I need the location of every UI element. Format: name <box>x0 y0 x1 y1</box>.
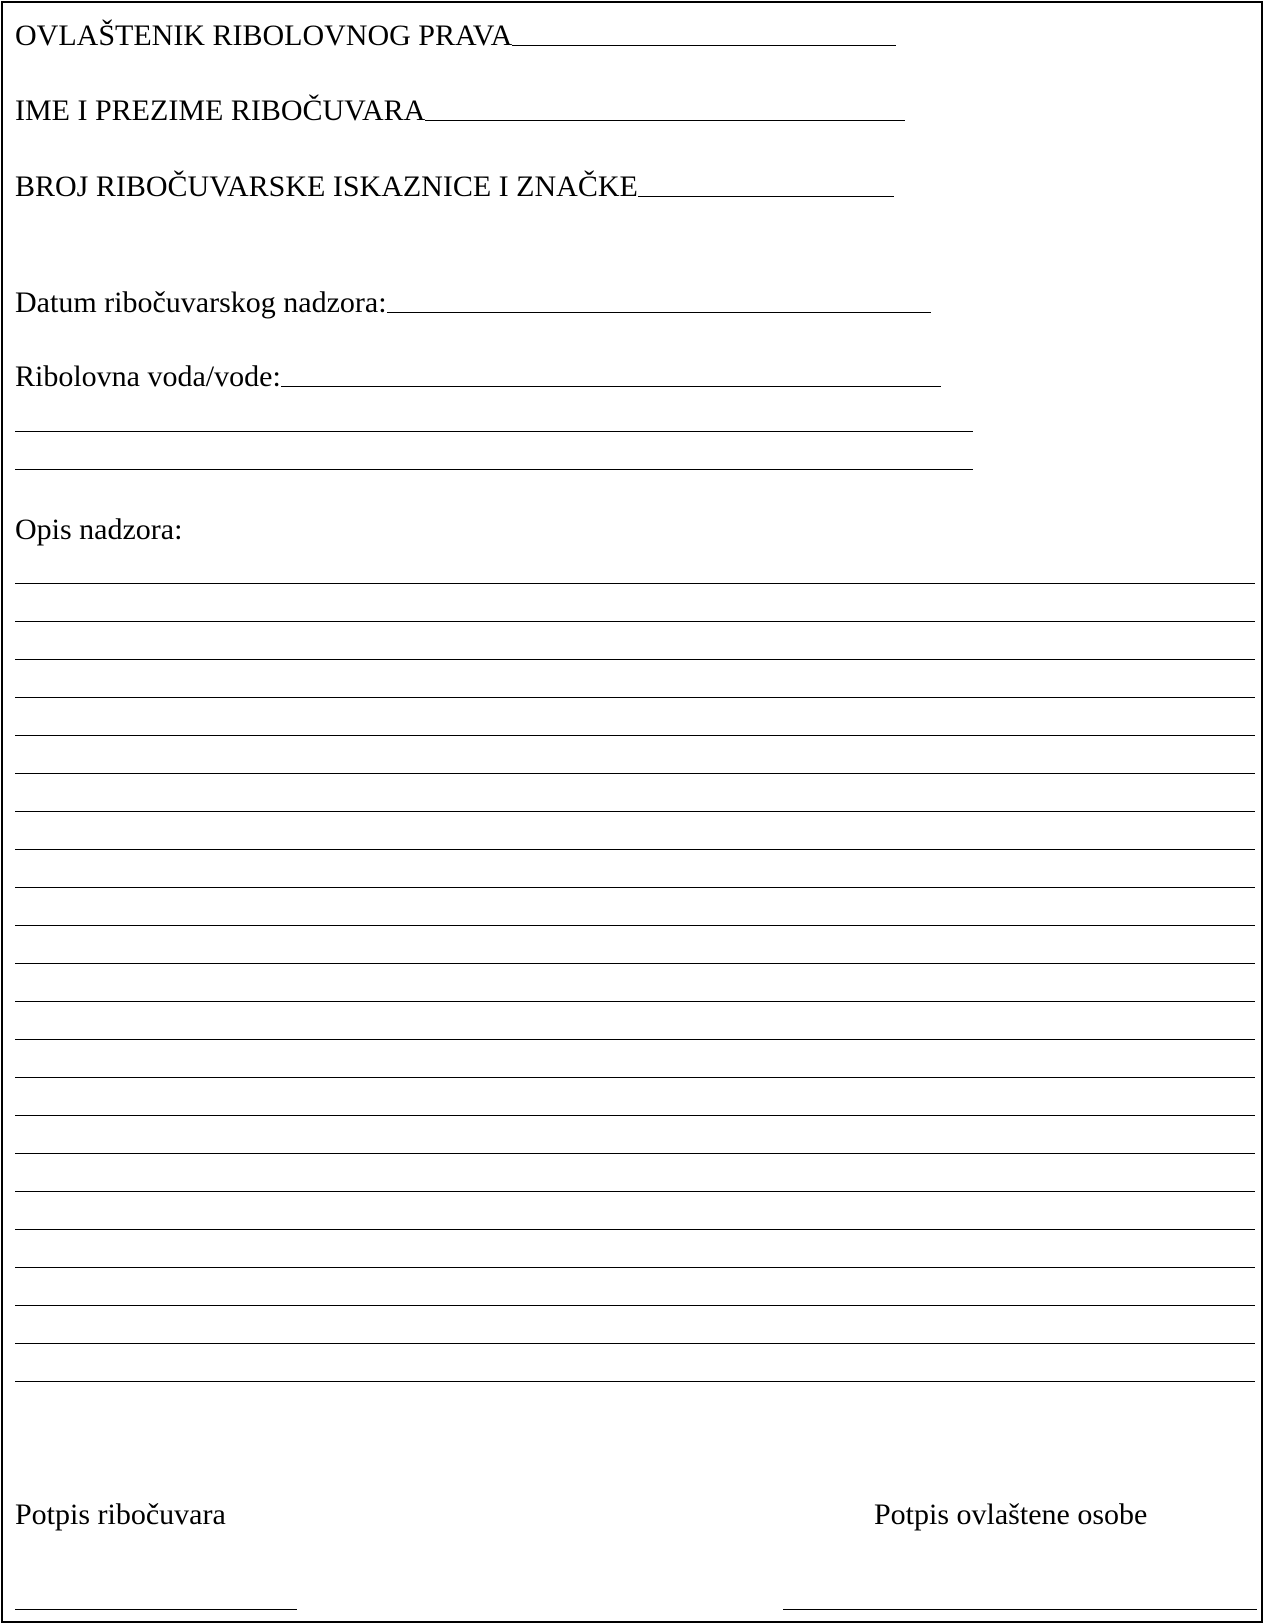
warden-name-label: IME I PREZIME RIBOČUVARA <box>15 94 426 127</box>
fishing-water-label: Ribolovna voda/vode: <box>15 360 281 393</box>
description-writing-line[interactable] <box>15 1381 1255 1382</box>
description-writing-line[interactable] <box>15 1039 1255 1040</box>
description-writing-line[interactable] <box>15 621 1255 622</box>
badge-number-input-line[interactable] <box>638 196 894 197</box>
warden-signature-line[interactable] <box>15 1609 297 1610</box>
description-writing-line[interactable] <box>15 849 1255 850</box>
description-writing-line[interactable] <box>15 697 1255 698</box>
fishing-water-field-row <box>15 360 941 394</box>
owner-input-line[interactable] <box>512 45 896 46</box>
inspection-date-label: Datum ribočuvarskog nadzora: <box>15 286 387 319</box>
warden-signature-label: Potpis ribočuvara <box>15 1498 226 1531</box>
description-writing-line[interactable] <box>15 1343 1255 1344</box>
owner-field-row <box>15 19 896 53</box>
inspection-date-input-line[interactable] <box>387 312 931 313</box>
description-writing-line[interactable] <box>15 963 1255 964</box>
fishing-water-continuation-line[interactable] <box>15 469 973 470</box>
description-writing-line[interactable] <box>15 1077 1255 1078</box>
description-label: Opis nadzora: <box>15 513 183 546</box>
badge-number-label: BROJ RIBOČUVARSKE ISKAZNICE I ZNAČKE <box>15 170 638 203</box>
inspection-date-field-row <box>15 286 931 320</box>
description-writing-line[interactable] <box>15 811 1255 812</box>
fishing-water-input-line[interactable] <box>281 386 941 387</box>
description-writing-line[interactable] <box>15 1267 1255 1268</box>
description-writing-line[interactable] <box>15 925 1255 926</box>
warden-name-input-line[interactable] <box>425 120 905 121</box>
warden-name-field-row <box>15 94 905 128</box>
description-writing-line[interactable] <box>15 735 1255 736</box>
description-writing-line[interactable] <box>15 1229 1255 1230</box>
owner-label: OVLAŠTENIK RIBOLOVNOG PRAVA <box>15 19 513 52</box>
description-writing-line[interactable] <box>15 773 1255 774</box>
description-writing-line[interactable] <box>15 1153 1255 1154</box>
description-writing-line[interactable] <box>15 1191 1255 1192</box>
authorized-signature-line[interactable] <box>783 1609 1257 1610</box>
badge-number-field-row <box>15 170 894 204</box>
authorized-signature-label: Potpis ovlaštene osobe <box>874 1498 1148 1531</box>
fishing-water-continuation-line[interactable] <box>15 431 973 432</box>
description-writing-line[interactable] <box>15 659 1255 660</box>
fish-warden-inspection-form <box>1 1 1263 1623</box>
description-writing-line[interactable] <box>15 1305 1255 1306</box>
description-writing-line[interactable] <box>15 887 1255 888</box>
description-writing-line[interactable] <box>15 583 1255 584</box>
description-writing-line[interactable] <box>15 1001 1255 1002</box>
description-writing-line[interactable] <box>15 1115 1255 1116</box>
